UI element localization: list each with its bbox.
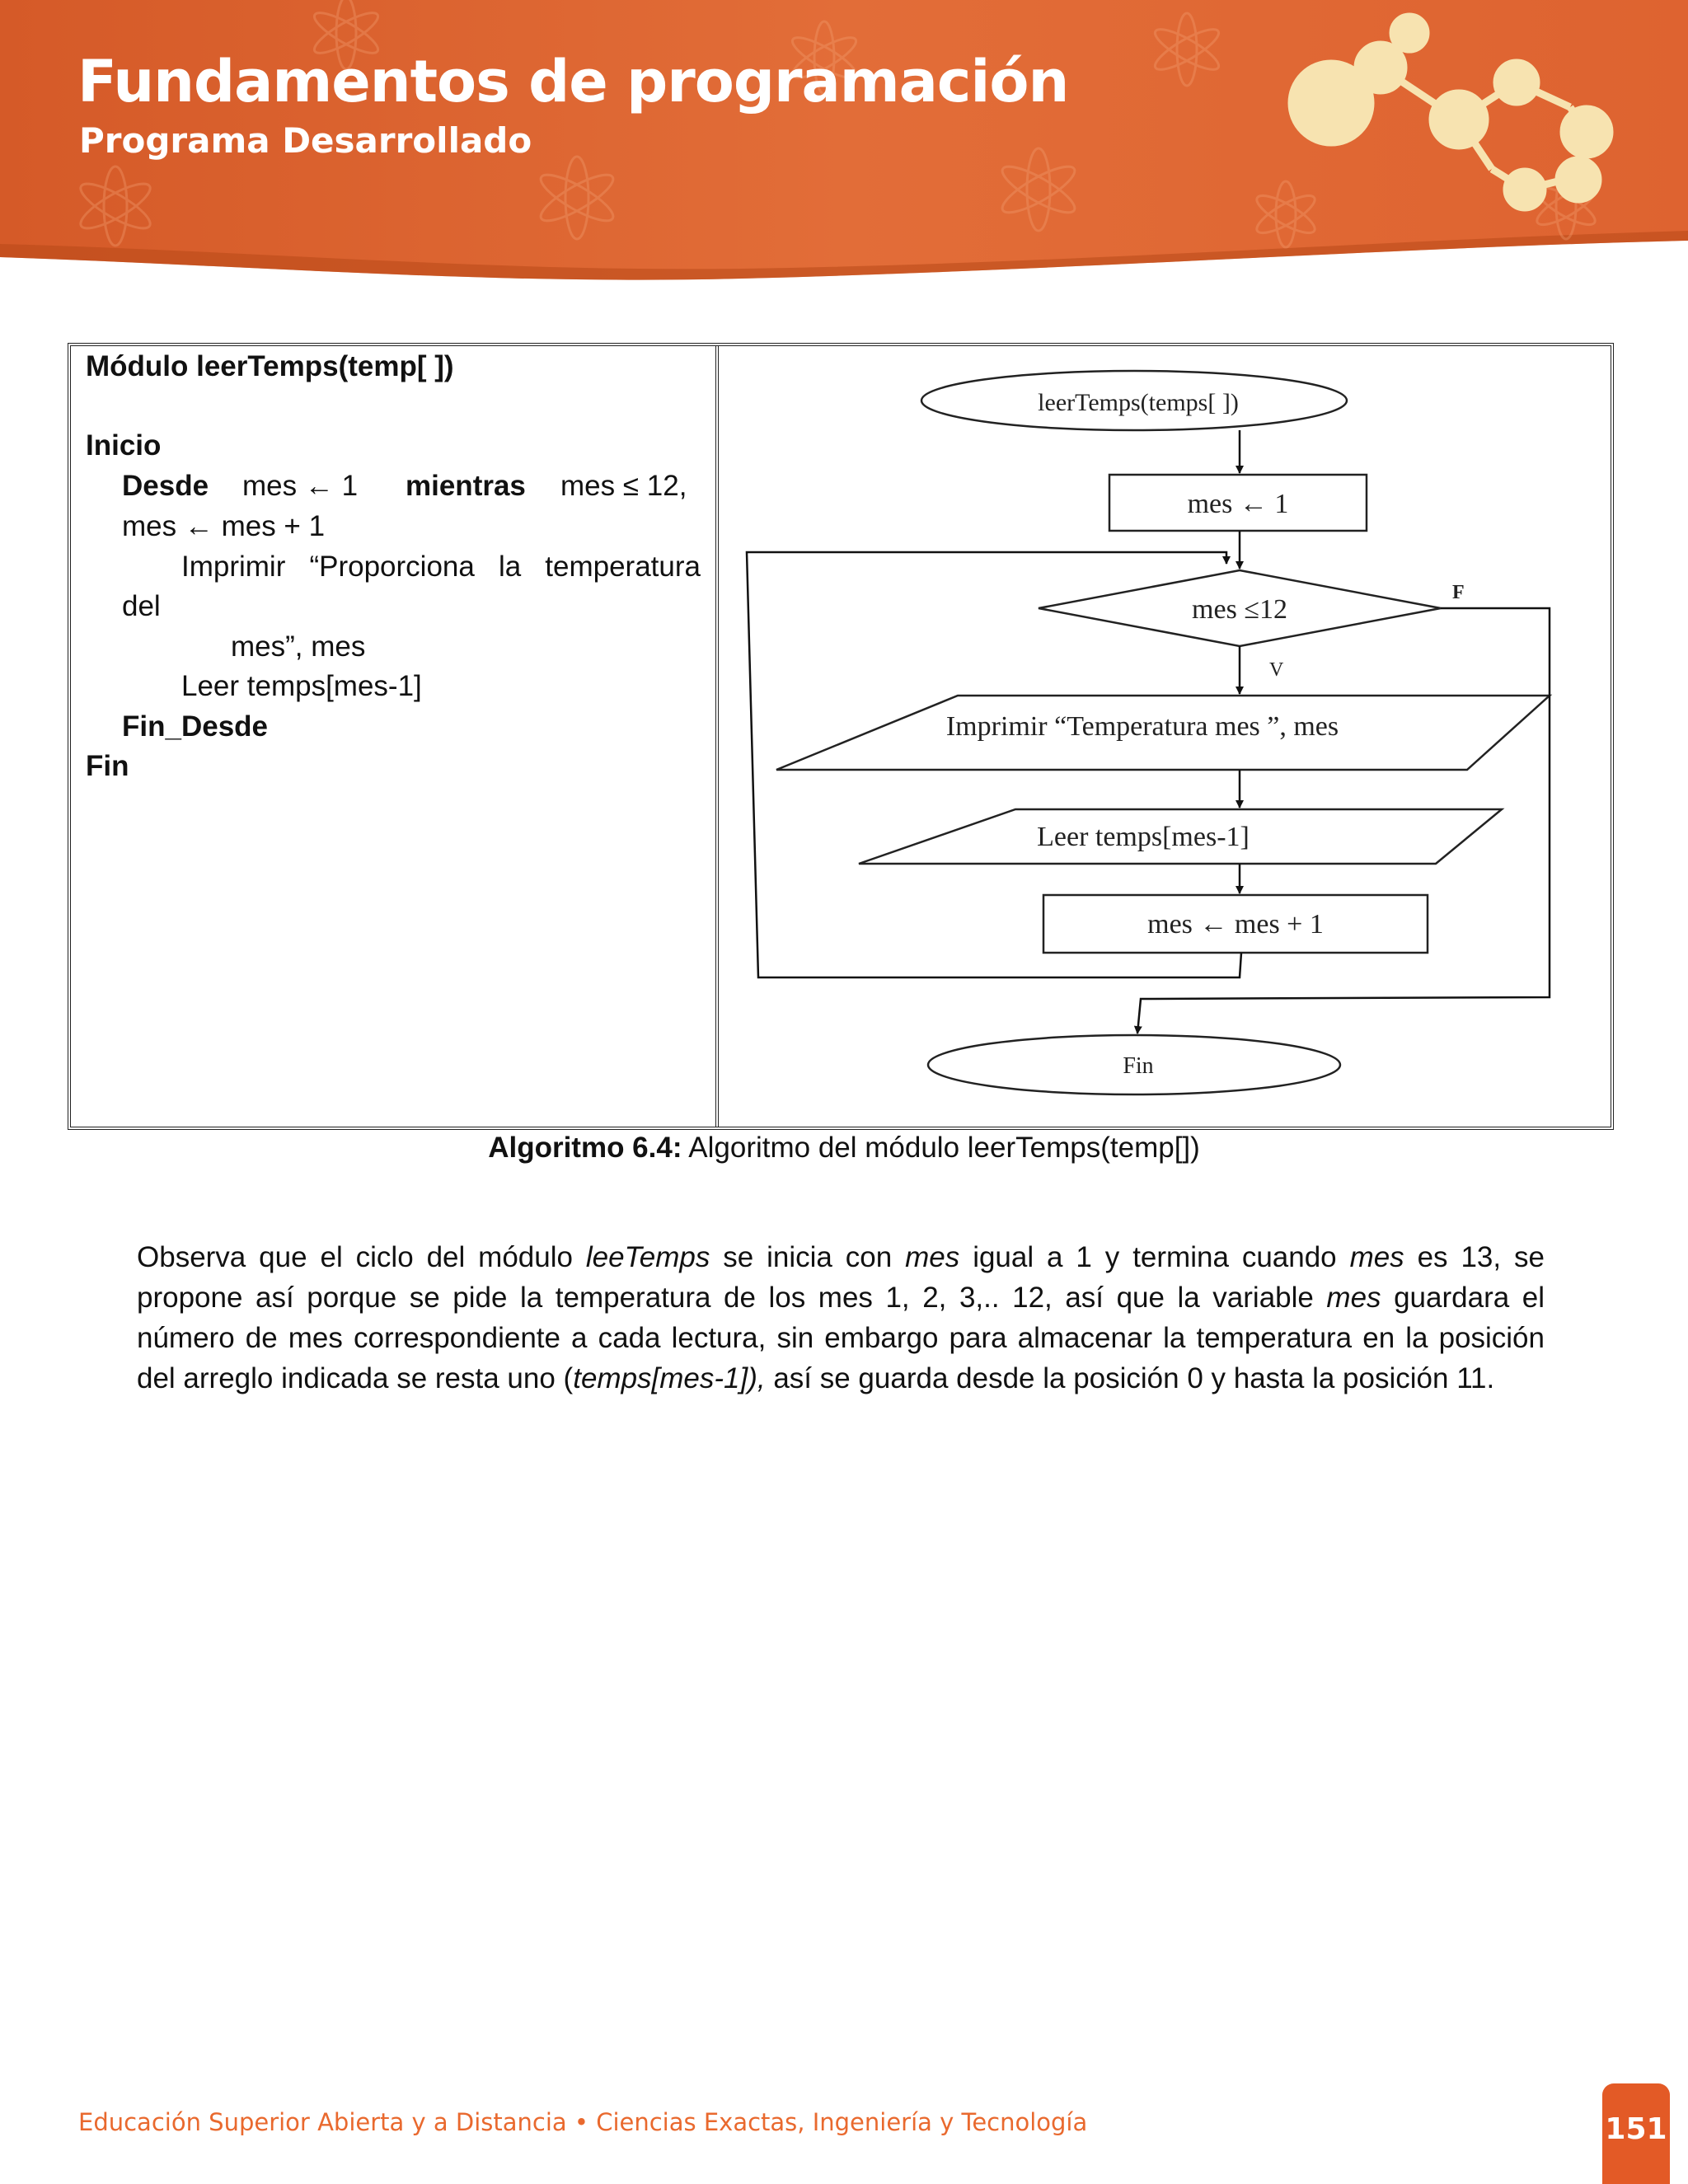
module-header: Módulo leerTemps(temp[ ]): [86, 350, 454, 382]
init-label: mes ← 1: [1187, 489, 1289, 519]
condition-label: mes ≤12: [1192, 594, 1287, 625]
pseudocode-cell: [71, 346, 719, 1127]
paragraph-italic: temps[mes-1]),: [573, 1362, 766, 1394]
caption-text: Algoritmo del módulo leerTemps(temp[]): [682, 1132, 1200, 1164]
desde-init: mes ← 1: [242, 470, 359, 502]
print-label: Imprimir “Temperatura mes ”, mes: [945, 711, 1339, 742]
document-title: Fundamentos de programación: [77, 48, 1069, 115]
end-label: Fin: [1123, 1053, 1154, 1079]
true-label: V: [1269, 659, 1284, 681]
imprimir-line-2: del: [122, 590, 161, 622]
desde-keyword: Desde: [122, 470, 209, 502]
paragraph-italic: mes: [1349, 1241, 1404, 1273]
mientras-keyword: mientras: [406, 470, 526, 502]
read-label: Leer temps[mes-1]: [1037, 822, 1250, 852]
document-subtitle: Programa Desarrollado: [79, 120, 532, 161]
algorithm-caption: [0, 1129, 1688, 1167]
increment-label: mes ← mes + 1: [1147, 909, 1324, 940]
flowchart: [722, 346, 1612, 1125]
page-number: 151: [1605, 2112, 1667, 2146]
paragraph-text: guardara el número de mes correspondiente a cada lectura, sin embargo para almacenar la temperatura en la posición del arreglo indicada se resta uno (: [137, 1282, 1545, 1394]
fin-desde: Fin_Desde: [122, 710, 268, 743]
paragraph-italic: mes: [905, 1241, 960, 1273]
algorithm-table: [68, 343, 1614, 1130]
paragraph-text: se inicia con: [710, 1241, 906, 1273]
start-label: leerTemps(temps[ ]): [1038, 389, 1239, 416]
paragraph-text: así se guarda desde la posición 0 y hasta la posición 11.: [765, 1362, 1495, 1394]
body-paragraph: [137, 1237, 1545, 1399]
pseudo-fin: Fin: [86, 750, 129, 782]
imprimir-line-1: Imprimir “Proporciona la temperatura: [181, 551, 701, 583]
paragraph-italic: leeTemps: [585, 1241, 710, 1273]
paragraph-italic: mes: [1326, 1282, 1381, 1314]
footer-text: Educación Superior Abierta y a Distancia • Ciencias Exactas, Ingeniería y Tecnología: [78, 2108, 1088, 2136]
caption-label: Algoritmo 6.4:: [488, 1132, 682, 1164]
pseudo-inicio: Inicio: [86, 429, 162, 462]
paragraph-text: es 13, se propone así porque se pide la temperatura de los mes 1, 2, 3,.. 12, así que la variable: [137, 1241, 1545, 1314]
desde-step: mes ← mes + 1: [122, 510, 326, 542]
desde-condition: mes ≤ 12,: [560, 470, 687, 502]
paragraph-text: Observa que el ciclo del módulo: [137, 1241, 586, 1273]
false-label: F: [1452, 582, 1465, 603]
leer-line: Leer temps[mes-1]: [181, 670, 422, 702]
paragraph-text: igual a 1 y termina cuando: [959, 1241, 1350, 1273]
flowchart-cell: [722, 346, 1611, 1127]
pseudo-desde-line: [122, 466, 699, 506]
header-banner: [0, 0, 1688, 297]
imprimir-line-3: mes”, mes: [231, 630, 366, 663]
